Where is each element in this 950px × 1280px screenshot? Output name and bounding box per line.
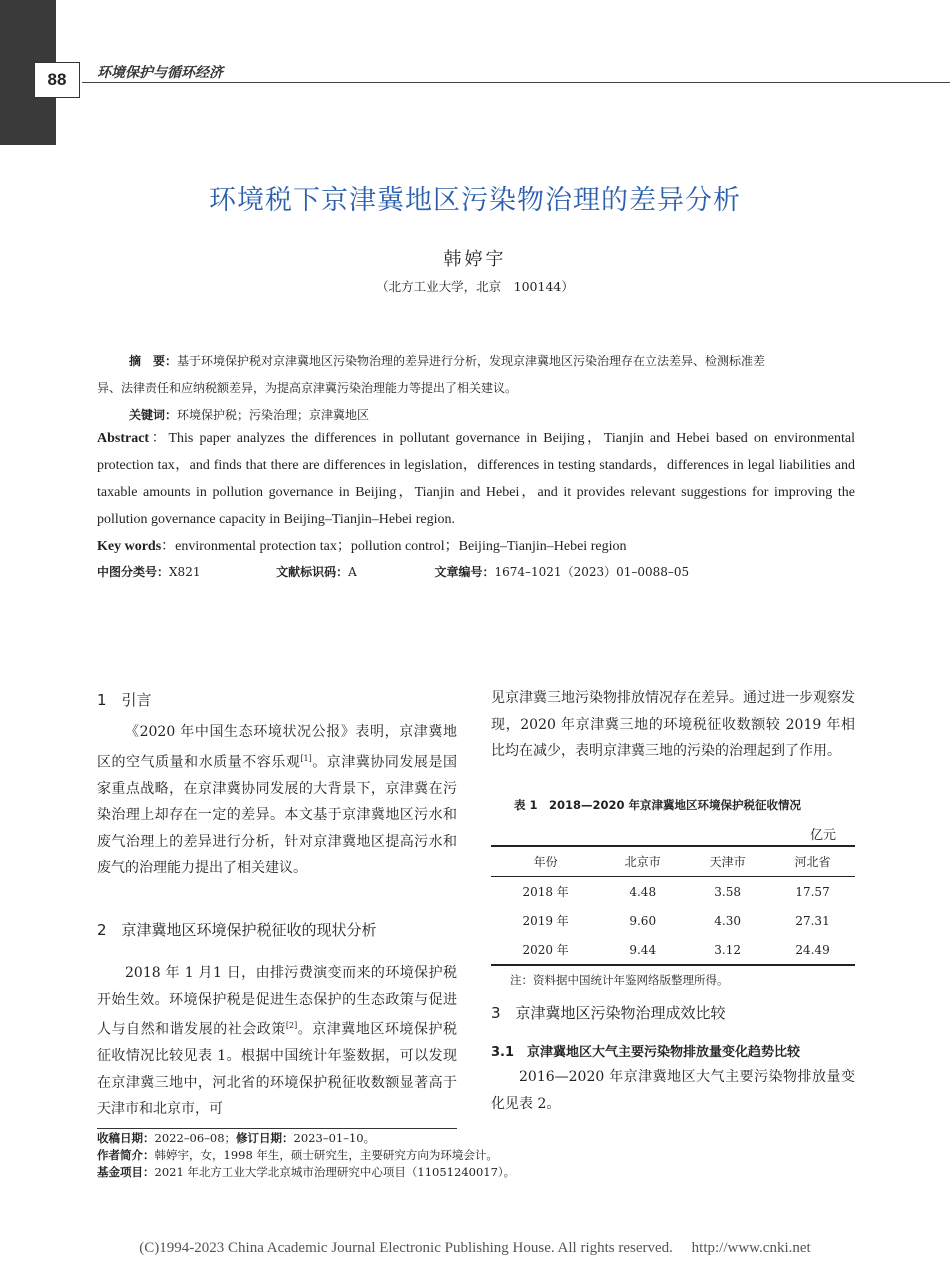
footnote-fund: 基金项目：2021 年北方工业大学北京城市治理研究中心项目（11051240017）。 bbox=[97, 1165, 516, 1179]
footnote-dates: 收稿日期：2022–06–08；修订日期：2023–01–10。 bbox=[97, 1131, 376, 1145]
page-number: 88 bbox=[34, 62, 80, 98]
keywords-en: Key words：environmental protection tax；pollution control；Beijing–Tianjin–Hebei region bbox=[97, 539, 627, 554]
abstract-cn: 摘 要：基于环境保护税对京津冀地区污染物治理的差异进行分析，发现京津冀地区污染治理存在立法差异、检测标准差 异、法律责任和应纳税额差异，为提高京津冀污染治理能力等提出了相关建议。 关键词：环境保护税；污染治理；京津冀地区 bbox=[97, 348, 855, 429]
affiliation: （北方工业大学，北京 100144） bbox=[376, 279, 574, 294]
header-rule bbox=[82, 82, 950, 83]
section-2-continued: 见京津冀三地污染物排放情况存在差异。通过进一步观察发现，2020 年京津冀三地的环境税征收数额较 2019 年相比均在减少，表明京津冀三地的污染的治理起到了作用。 bbox=[491, 690, 855, 759]
footnote-rule bbox=[97, 1128, 457, 1129]
section-2-heading: 2 京津冀地区环境保护税征收的现状分析 bbox=[97, 921, 377, 939]
section-1-body: 《2020 年中国生态环境状况公报》表明，京津冀地区的空气质量和水质量不容乐观[1]。京津冀协同发展是国家重点战略，在京津冀协同发展的大背景下，京津冀在污染治理上却存在一定的差异。本文基于京津冀地区污水和废气治理上的差异进行分析，针对京津冀地区提高污水和废气的治理能力提出了相关建议。 bbox=[97, 724, 458, 877]
section-3-1-body: 2016—2020 年京津冀地区大气主要污染物排放量变化见表 2。 bbox=[491, 1069, 855, 1112]
abstract-en: Abstract：This paper analyzes the differences in pollutant governance in Beijing，Tianjin and Hebei based on environmental protection tax，and finds that there are differences in legislation，differences in testing standards，differences in legal liabilities and taxable amounts in pollution governance in Beijing，Tianjin and Hebei，and it provides relevant suggestions for improving the pollution governance capacity in Beijing–Tianjin–Hebei region. bbox=[97, 431, 855, 527]
table-1-title: 表 1 2018—2020 年京津冀地区环境保护税征收情况 bbox=[514, 798, 802, 812]
table-1-unit: 亿元 bbox=[809, 828, 836, 843]
table-row: 2019 年 9.60 4.30 27.31 bbox=[522, 913, 830, 928]
table-1-note: 注：资料据中国统计年鉴网络版整理所得。 bbox=[510, 973, 729, 987]
section-3-1-heading: 3.1 京津冀地区大气主要污染物排放量变化趋势比较 bbox=[491, 1045, 801, 1060]
table-row: 2018 年 4.48 3.58 17.57 bbox=[522, 884, 830, 899]
author-name: 韩婷宇 bbox=[443, 249, 507, 270]
journal-name: 环境保护与循环经济 bbox=[97, 65, 223, 81]
section-2-body: 2018 年 1 月1 日，由排污费演变而来的环境保护税开始生效。环境保护税是促进生态保护的生态政策与促进人与自然和谐发展的社会政策[2]。京津冀地区环境保护税征收情况比较见表 1。根据中国统计年鉴数据，可以发现在京津冀三地中，河北省的环境保护税征收数额显著高于天津市和北京市，可 bbox=[97, 965, 458, 1118]
section-3-heading: 3 京津冀地区污染物治理成效比较 bbox=[491, 1004, 726, 1022]
classification: 中图分类号：X821 文献标识码：A 文章编号：1674–1021（2023）01–0088–05 bbox=[97, 565, 690, 579]
table-1 bbox=[491, 845, 855, 966]
copyright-notice: (C)1994-2023 China Academic Journal Electronic Publishing House. All rights reserved. http://www.cnki.net bbox=[139, 1240, 811, 1256]
keywords-cn: 关键词：环境保护税；污染治理；京津冀地区 bbox=[129, 408, 370, 422]
table-header-row: 年份 北京市 天津市 河北省 bbox=[491, 846, 855, 877]
paper-title: 环境税下京津冀地区污染物治理的差异分析 bbox=[209, 185, 741, 216]
section-1-heading: 1 引言 bbox=[97, 691, 152, 709]
table-row: 2020 年 9.44 3.12 24.49 bbox=[491, 935, 855, 965]
footnote-author: 作者简介：韩婷宇，女，1998 年生，硕士研究生，主要研究方向为环境会计。 bbox=[97, 1148, 498, 1162]
